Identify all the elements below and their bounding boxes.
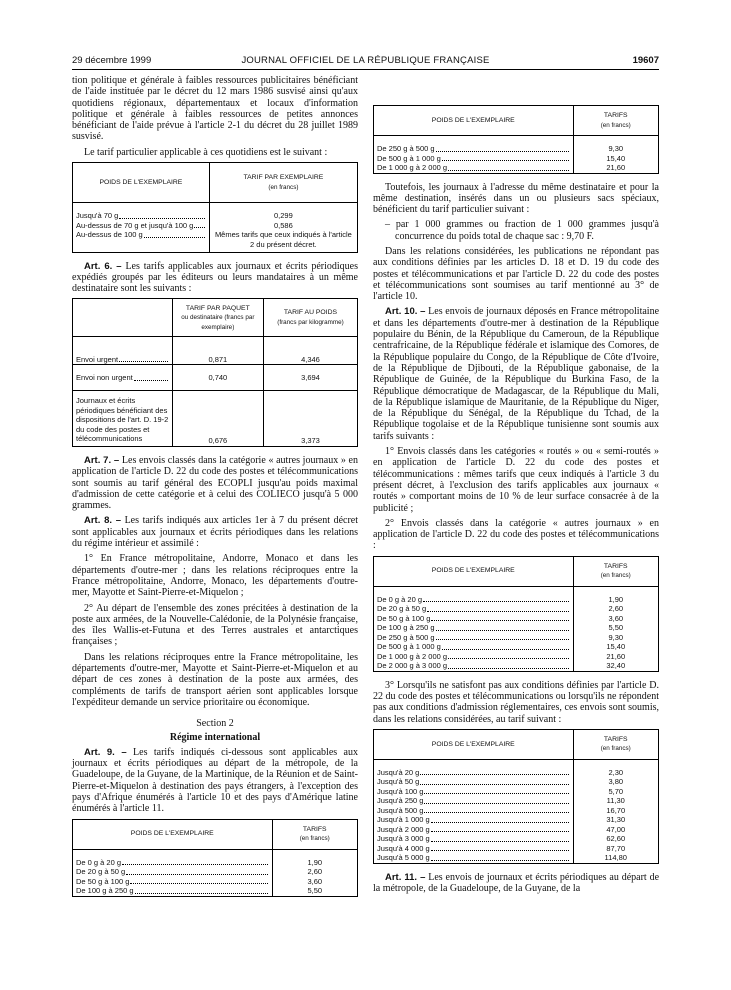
row-value: 1,90 [307, 857, 323, 867]
row-label: De 50 g à 100 g [76, 877, 269, 887]
column-header: TARIF PAR PAQUET ou destinataire (francs par exemplaire) [172, 299, 263, 337]
row-label: Au-dessus de 70 g et jusqu'à 100 g [76, 221, 206, 231]
row-value: 2,60 [307, 867, 323, 877]
table-cell: 0,871 [172, 337, 263, 365]
article-10: Art. 10. – Les envois de journaux déposés en France métropolitaine et dans les départements d'outre-mer à destination de la République populaire du Bénin, de la République du Cameroun, de la République centrafricaine, de la République fédérale et islamique des Comores, de la République populaire du Congo, de la République de Côte d'Ivoire, de la République de Djibouti, de la République gabonaise, de la République de Guinée, de la République du Burkina Faso, de la République démocratique de Madagascar, de la République du Mali, de la République islamique de Mauritanie, de la République du Niger, de la République du Sénégal, de la République du Tchad, de la République togolaise et de la République tunisienne sont soumis aux tarifs suivants : [373, 306, 660, 442]
table-cell: 4,346 [263, 337, 357, 365]
column-header: POIDS DE L'EXEMPLAIRE [73, 819, 273, 849]
table-cell: 0,676 [172, 391, 263, 447]
paragraph: 1° Envois classés dans les catégories « routés » ou « semi-routés » en application de l'article D. 22 du code des postes et télécommunications : mêmes tarifs que ceux indiqués à l'article 3 du présent décret, à l'exclusion des tarifs applicables aux journaux « routés » comportant moins de 10 % de leur surface consacrée à de la publicité ; [373, 446, 659, 514]
article-9: Art. 9. – Les tarifs indiqués ci-dessous sont applicables aux journaux et écrits périodiques au départ de la métropole, de la Guadeloupe, de la Guyane, de la Martinique, de la Réunion et de Saint-Pierre-et-Miquelon à destination des pays étrangers, à l'exception des pays d'Afrique énumérés à l'article 10 et des pays d'Amérique latine énumérés à l'article 11. [72, 746, 358, 815]
paragraph: 3° Lorsqu'ils ne satisfont pas aux conditions définies par l'article D. 22 du code des postes et télécommunications ou lorsqu'ils ne répondent pas aux conditions d'admission réglementaires, ces envois sont soumis, dans les relations considérées, au tarif suivant : [373, 679, 659, 725]
row-value: 31,30 [606, 815, 626, 825]
row-value: 0,299 [274, 211, 293, 221]
right-column [373, 75, 659, 898]
article-8: Art. 8. – Les tarifs indiqués aux articles 1er à 7 du présent décret sont applicables aux journaux et écrits périodiques dans les relations du régime intérieur et assimilé : [72, 515, 358, 550]
row-value: 2,30 [608, 767, 624, 777]
row-label: Jusqu'à 3 000 g [377, 834, 570, 844]
row-label: Jusqu'à 20 g [377, 768, 570, 778]
row-value: 3,60 [307, 876, 323, 886]
row-label: De 50 g à 100 g [377, 614, 570, 624]
row-label: De 100 g à 250 g [377, 623, 570, 633]
table-cell: 3,694 [263, 365, 357, 391]
column-header: TARIFS (en francs) [573, 556, 659, 586]
row-label: Jusqu'à 1 000 g [377, 815, 570, 825]
row-value: 16,70 [606, 805, 626, 815]
row-value: 21,60 [606, 651, 626, 661]
table-cell [573, 136, 659, 174]
paragraph: Toutefois, les journaux à l'adresse du même destinataire et pour la même destination, insérés dans un ou plusieurs sacs spéciaux, bénéficient du tarif particulier suivant : [373, 181, 659, 216]
table-cell [272, 849, 358, 896]
row-label: De 0 g à 20 g [76, 858, 269, 868]
row-label: Jusqu'à 5 000 g [377, 853, 570, 863]
row-value: 3,60 [608, 613, 624, 623]
row-label: De 250 g à 500 g [377, 144, 570, 154]
column-header: TARIFS (en francs) [573, 729, 659, 759]
row-label: De 250 g à 500 g [377, 633, 570, 643]
row-label: Jusqu'à 500 g [377, 806, 570, 816]
table-cell [73, 203, 210, 253]
column-header: POIDS DE L'EXEMPLAIRE [374, 106, 574, 136]
article-6: Art. 6. – Les tarifs applicables aux journaux et écrits périodiques expédiés groupés par les éditeurs ou leurs mandataires à un même destinataire sont les suivants : [72, 260, 358, 295]
paragraph: Dans les relations réciproques entre la France métropolitaine, les départements d'outre-mer, Mayotte et Saint-Pierre-et-Miquelon et au départ de ces zones à destination de la poste aux armées, des compléments de tarifs de transport aérien sont applicables lorsque l'expéditeur demande un service prioritaire ou économique. [72, 651, 358, 708]
row-value: 5,50 [307, 886, 323, 896]
column-header: TARIFS (en francs) [272, 819, 358, 849]
row-value: 114,80 [604, 853, 627, 863]
paragraph: tion politique et générale à faibles ressources publicitaires bénéficiant de l'aide instituée par le décret du 12 mars 1986 susvisé ainsi qu'aux quotidiens régionaux, départementaux et locaux d'information politique et générale à faibles ressources de petites annonces bénéficiant de l'aide prévue à l'article 2-1 du décret du 28 juillet 1989 susvisé. [72, 75, 358, 143]
row-label: De 2 000 g à 3 000 g [377, 661, 570, 671]
table-cell [374, 759, 574, 863]
row-label: Jusqu'à 2 000 g [377, 825, 570, 835]
row-label: Jusqu'à 4 000 g [377, 844, 570, 854]
table-cell [73, 849, 273, 896]
article-7: Art. 7. – Les envois classés dans la catégorie « autres journaux » en application de l'article D. 22 du code des postes et télécommunications sont soumis au tarif général des ECOPLI jusqu'au poids maximal d'admission de cette catégorie et à celui des COLIECO jusqu'à 5 000 grammes. [72, 454, 358, 512]
row-label: De 500 g à 1 000 g [377, 642, 570, 652]
row-label: Jusqu'à 70 g [76, 211, 206, 221]
row-label: Au-dessus de 100 g [76, 230, 206, 240]
row-value: 32,40 [606, 661, 626, 671]
row-label: De 20 g à 50 g [377, 604, 570, 614]
column-header: TARIFS (en francs) [573, 106, 659, 136]
row-value: 2,60 [608, 604, 624, 614]
row-value: 11,30 [606, 796, 625, 806]
table-cell [573, 759, 659, 863]
row-value: 62,60 [606, 834, 626, 844]
table-cell: Envoi non urgent [73, 365, 173, 391]
row-value: 5,70 [608, 786, 624, 796]
table-row [73, 337, 358, 365]
row-label: Jusqu'à 250 g [377, 796, 570, 806]
column-header: POIDS DE L'EXEMPLAIRE [374, 556, 574, 586]
tariff-table-international-cont [373, 105, 659, 174]
row-value: 21,60 [606, 163, 626, 172]
paragraph: 2° Envois classés dans la catégorie « autres journaux » en application de l'article D. 22 du code des postes et télécommunications : [373, 517, 659, 552]
column-header: POIDS DE L'EXEMPLAIRE [374, 729, 574, 759]
row-label: De 1 000 g à 2 000 g [377, 163, 570, 173]
row-label: Jusqu'à 100 g [377, 787, 570, 797]
tariff-table-afrique-hors-conditions [373, 729, 659, 864]
paragraph: Le tarif particulier applicable à ces quotidiens est le suivant : [84, 146, 328, 158]
table-cell [573, 586, 659, 671]
column-header [73, 299, 173, 337]
left-column [72, 75, 358, 905]
row-value: Mêmes tarifs que ceux indiqués à l'article 2 du présent décret. [214, 230, 352, 249]
tariff-table-quotidiens [72, 162, 358, 253]
table-cell [209, 203, 357, 253]
section-subtitle: Régime international [169, 731, 261, 743]
header-date: 29 décembre 1999 [72, 55, 152, 66]
table-cell: 0,740 [172, 365, 263, 391]
column-header: TARIF PAR EXEMPLAIRE (en francs) [209, 163, 357, 203]
row-value: 15,40 [606, 642, 626, 652]
table-row [73, 391, 358, 447]
table-cell [374, 586, 574, 671]
row-label: De 1 000 g à 2 000 g [377, 652, 570, 662]
page-header [72, 55, 659, 70]
row-value: 87,70 [606, 843, 626, 853]
paragraph: – par 1 000 grammes ou fraction de 1 000 grammes jusqu'à concurrence du poids total de chaque sac : 9,70 F. [385, 219, 659, 242]
journal-title: JOURNAL OFFICIEL DE LA RÉPUBLIQUE FRANÇAISE [241, 55, 490, 66]
tariff-table-international [72, 819, 358, 897]
table-cell [374, 136, 574, 174]
page-number: 19607 [632, 55, 659, 66]
row-value: 0,586 [274, 220, 293, 230]
paragraph: 2° Au départ de l'ensemble des zones précitées à destination de la poste aux armées, de la Nouvelle-Calédonie, de la Polynésie française, des îles Wallis-et-Futuna et des Terres australes et antarctiques françaises ; [72, 602, 358, 648]
paragraph: Dans les relations considérées, les publications ne répondant pas aux conditions définies par les articles D. 18 et D. 19 du code des postes et télécommunications et par l'article D. 22 du code des postes et télécommunications sont soumises au tarif mentionné au 3° de l'article 10. [373, 245, 659, 303]
table-row [73, 365, 358, 391]
table-cell: Envoi urgent [73, 337, 173, 365]
row-value: 5,50 [608, 623, 624, 633]
row-value: 3,80 [608, 777, 624, 787]
column-header: POIDS DE L'EXEMPLAIRE [73, 163, 210, 203]
row-value: 9,30 [608, 632, 624, 642]
row-label: De 500 g à 1 000 g [377, 154, 570, 164]
article-11: Art. 11. – Les envois de journaux et écrits périodiques au départ de la métropole, de la Guadeloupe, de la Guyane, de la [373, 871, 660, 895]
row-label: De 0 g à 20 g [377, 595, 570, 605]
table-cell: 3,373 [263, 391, 357, 447]
tariff-table-afrique [373, 556, 659, 672]
row-label: De 100 g à 250 g [76, 886, 269, 896]
tariff-table-groupes [72, 298, 358, 447]
table-cell: Journaux et écrits périodiques bénéficiant des dispositions de l'art. D. 19-2 du code des postes et télécommunications [73, 391, 173, 447]
row-value: 47,00 [606, 824, 626, 834]
column-header: TARIF AU POIDS (francs par kilogramme) [263, 299, 357, 337]
row-label: De 20 g à 50 g [76, 867, 269, 877]
row-value: 15,40 [606, 153, 626, 163]
section-title: Section 2 [196, 718, 234, 730]
row-label: Jusqu'à 50 g [377, 777, 570, 787]
row-value: 1,90 [608, 594, 624, 604]
row-value: 9,30 [608, 144, 624, 153]
paragraph: 1° En France métropolitaine, Andorre, Monaco et dans les départements d'outre-mer ; dans les relations réciproques entre la France métropolitaine, Andorre, Monaco, les départements d'outre-mer, Mayotte et Saint-Pierre-et-Miquelon ; [72, 553, 358, 599]
